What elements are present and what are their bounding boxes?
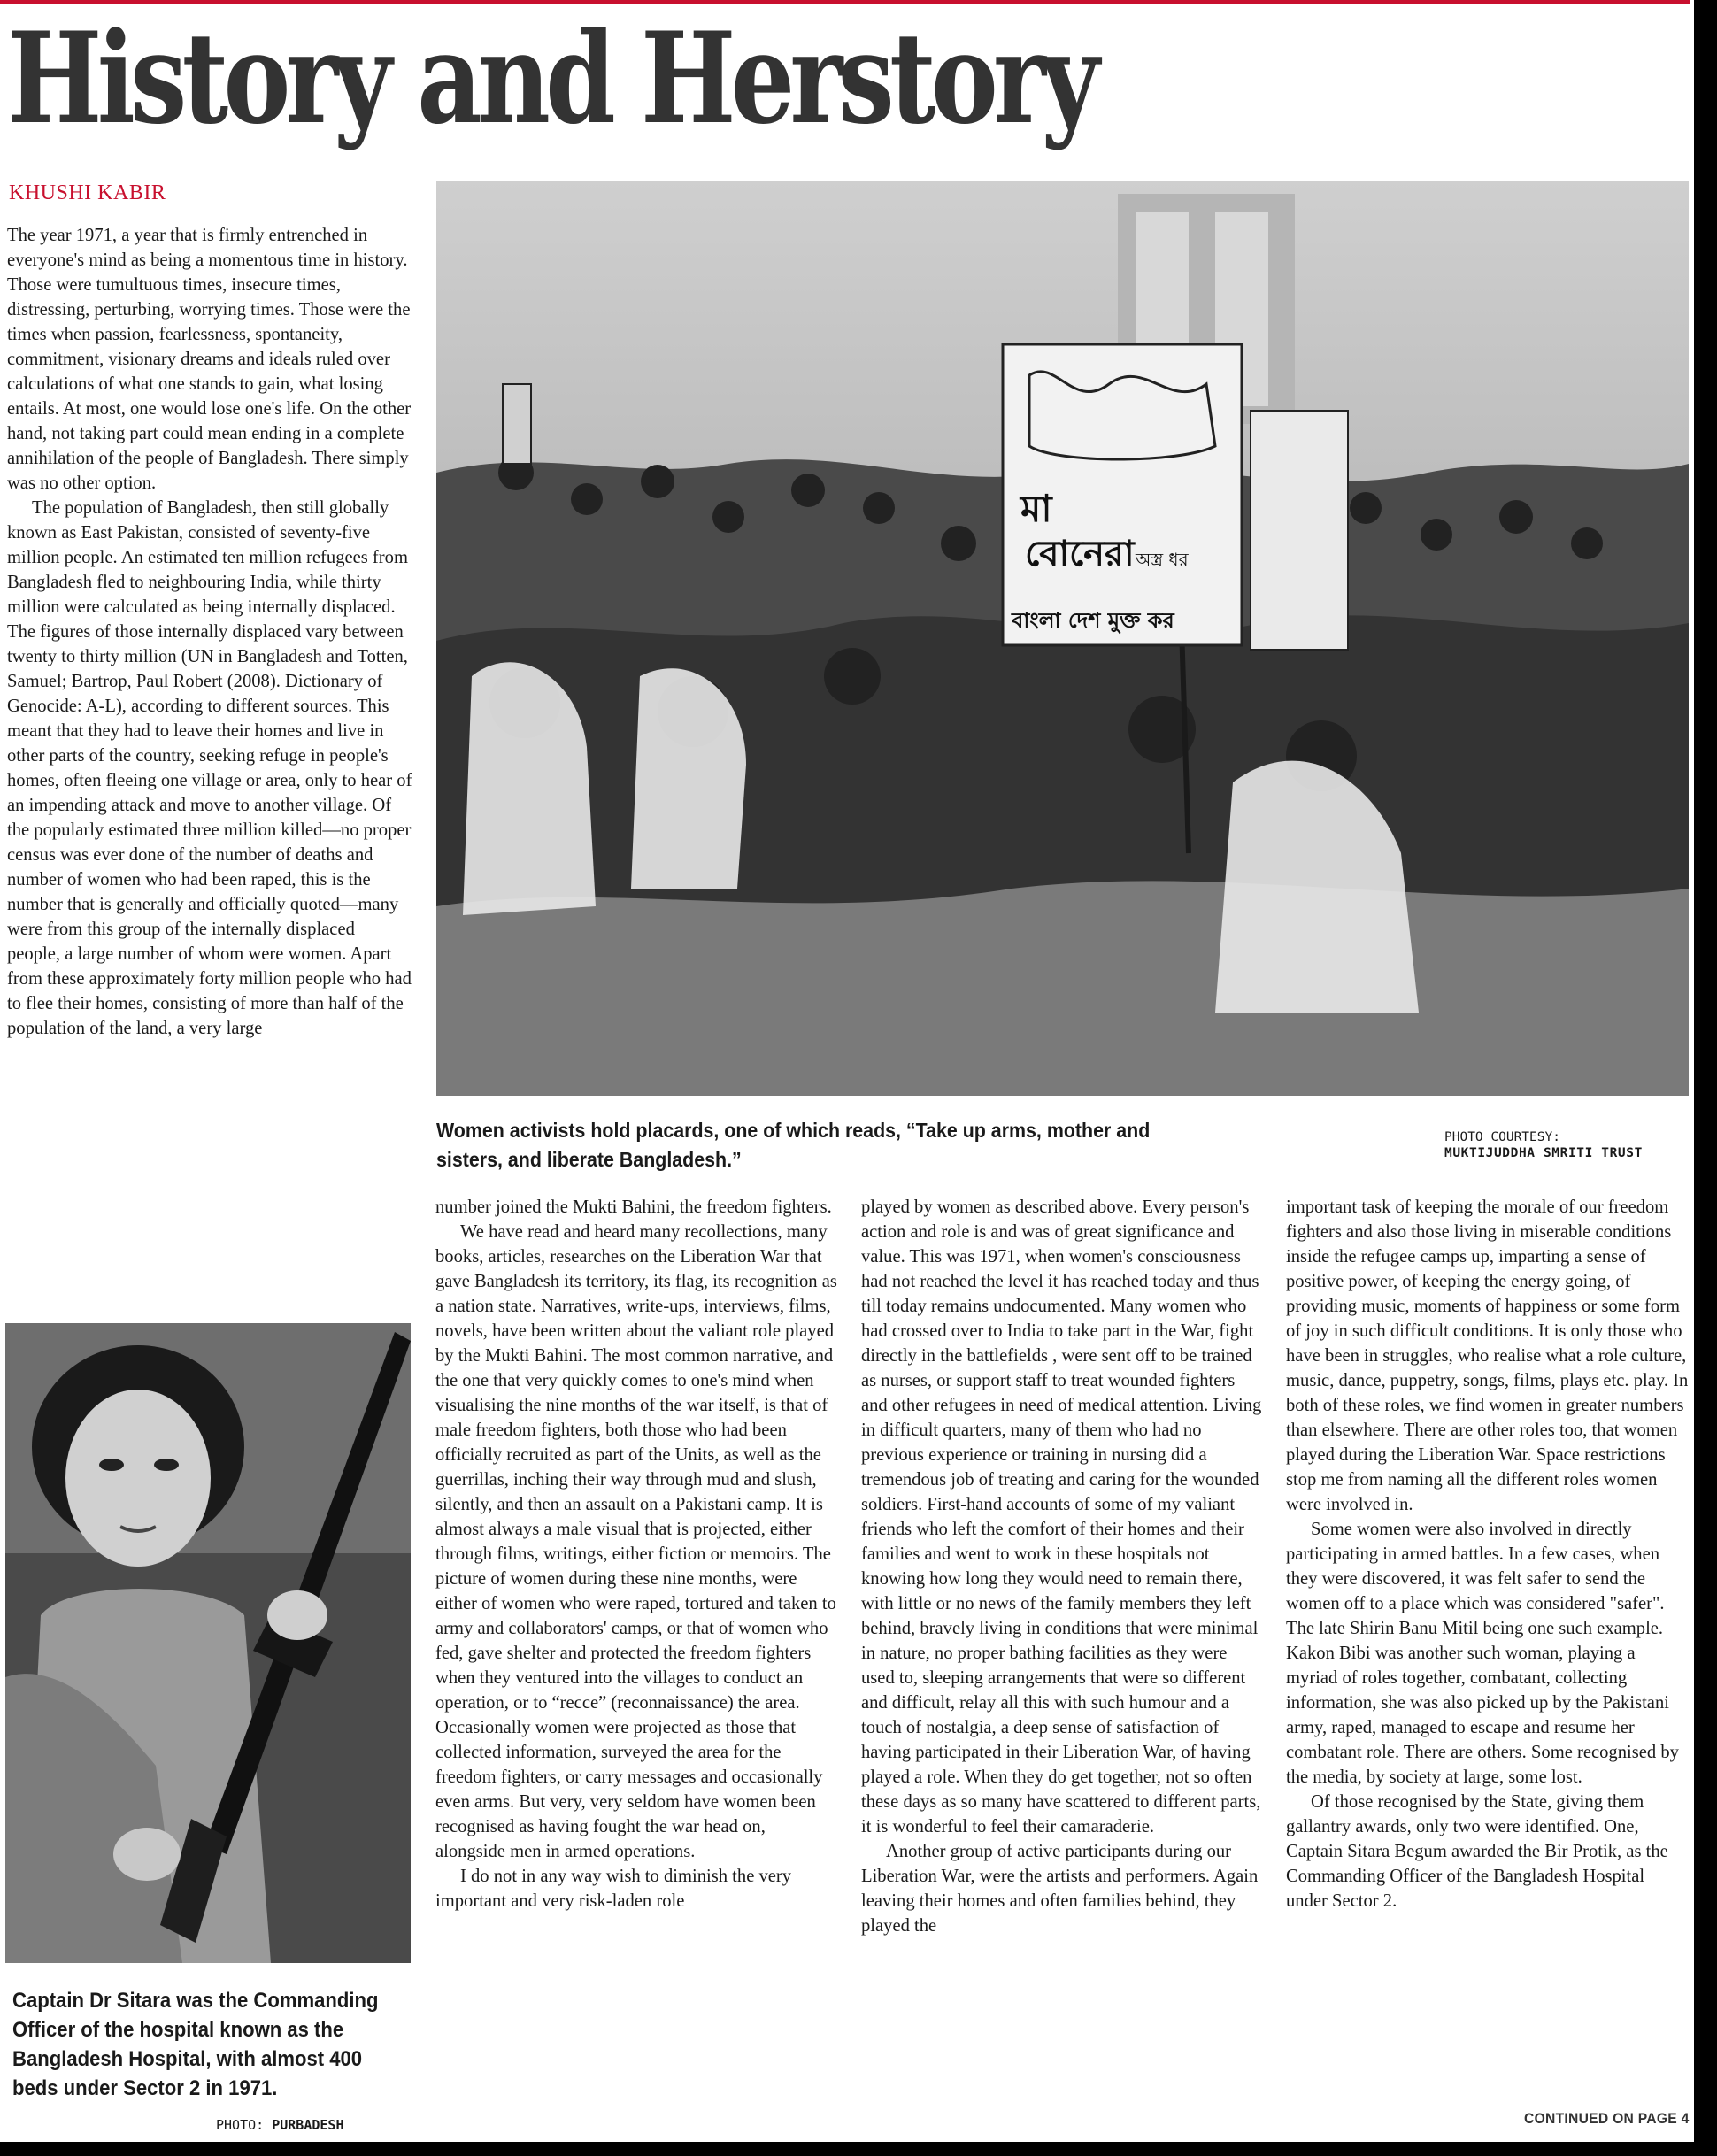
main-photo-caption: Women activists hold placards, one of which reads, “Take up arms, mother and sisters, and liberate Bangladesh.”: [436, 1119, 1151, 1171]
main-photo-women-activists: [436, 181, 1689, 1096]
article-column-2: [435, 1195, 839, 2142]
placard-text-line-3: অস্ত্র ধর: [1136, 549, 1189, 570]
portrait-photo-credit: [216, 2117, 344, 2133]
paragraph: The year 1971, a year that is firmly entrenched in everyone's mind as being a momentous time in history. Those were tumultuous times, insecure times, distressing, perturbing, worrying times. Those were the times when passion, fearlessness, spontaneity, commitment, visionary dreams and ideals ruled over calculations of what one stands to gain, what losing entails. At most, one would lose one's life. On the other hand, not taking part could mean ending in a complete annihilation of the people of Bangladesh. There simply was no other option.: [7, 226, 412, 493]
paragraph: The population of Bangladesh, then still globally known as East Pakistan, consisted of seventy-five million people. An estimated ten million refugees from Bangladesh fled to neighbouring India, while thirty million were calculated as being internally displaced. The figures of those internally displaced vary between twenty to thirty million (UN in Bangladesh and Totten, Samuel; Bartrop, Paul Robert (2008). Dictionary of Genocide: A-L), according to different sources. This meant that they had to leave their homes and live in other parts of the country, seeking refuge in people's homes, often fleeing one village or area, only to hear of an impending attack and move to another village. Of the popularly estimated three million killed—no proper census was ever done of the number of deaths and number of women who had been raped, this is the number that is generally and officially quoted—many were from this group of the internally displaced people, a large number of whom were women. Apart from these approximately forty million people who had to flee their homes, consisting of more than half of the population of the land, a very large: [7, 498, 412, 1038]
right-edge-bar: [1694, 0, 1717, 2156]
bottom-edge-bar: [0, 2142, 1717, 2156]
paragraph: important task of keeping the morale of our freedom fighters and also those living in miserable conditions inside the refugee camps up, imparting a sense of positive power, of keeping the energy going, of providing music, moments of happiness or some form of joy in such difficult conditions. It is only those who have been in struggles, who realise what a role culture, music, dance, puppetry, songs, films, plays etc. play. In both of these roles, we find women in greater numbers than elsewhere. There are other roles too, that women played during the Liberation War. Space restrictions stop me from naming all the different roles women were involved in.: [1286, 1197, 1689, 1514]
page-title: History and Herstory: [7, 5, 1095, 152]
paragraph: Some women were also involved in directly participating in armed battles. In a few cases, when they were discovered, it was felt safer to send the women off to a place which was considered "safer". The late Shirin Banu Mitil being one such example. Kakon Bibi was another such woman, playing a myriad of roles together, combatant, collecting information, she was also picked up by the Pakistani army, raped, managed to escape and resume her combatant role. There are others. Some recognised by the media, by society at large, some lost.: [1286, 1520, 1679, 1787]
placard-text-line-2: বোনেরা: [1025, 534, 1135, 574]
paragraph: We have read and heard many recollections, many books, articles, researches on the Liberation War that gave Bangladesh its territory, its flag, its recognition as a nation state. Narratives, write-ups, interviews, films, novels, have been written about the valiant role played by the Mukti Bahini. The most common narrative, and the one that very quickly comes to one's mind when visualising the nine months of the war itself, is that of male freedom fighters, both those who had been officially recruited as part of the Units, as well as the guerrillas, inching their way through mud and slush, silently, and then an assault on a Pakistani camp. It is almost always a male visual that is projected, either through films, writings, either fiction or memoirs. The picture of women during these nine months, were either of women who were raped, tortured and taken to army and collaborators' camps, or that of women who fed, gave shelter and protected the freedom fighters when they ventured into the villages to conduct an operation, or to “recce” (reconnaissance) the area. Occasionally women were projected as those that collected information, surveyed the area for the freedom fighters, or carry messages and occasionally even arms. But very, very seldom have women been recognised as having fought the war head on, alongside men in armed operations.: [435, 1222, 837, 1861]
paragraph: number joined the Mukti Bahini, the freedom fighters.: [435, 1197, 832, 1217]
paragraph: played by women as described above. Every person's action and role is and was of great significance and value. This was 1971, when women's consciousness had not reached the level it has reached today and thus till today remains undocumented. Many women who had crossed over to India to take part in the War, fight directly in the battlefields , were sent off to be trained as nurses, or support staff to treat wounded fighters and other refugees in need of medical attention. Living in difficult quarters, many of them who had no previous experience or training in nursing did a tremendous job of treating and caring for the wounded soldiers. First-hand accounts of some of my valiant friends who left the comfort of their homes and their families and went to work in these hospitals not knowing how long they would need to remain there, with little or no news of the family members they left behind, bravely living in conditions that were minimal in nature, no proper bathing facilities as they were used to, sleeping arrangements that were so different and difficult, relay all this with such humour and a touch of nostalgia, a deep sense of satisfaction of having participated in their Liberation War, of having played a role. When they do get together, not so often these days as so many have scattered to different parts, it is wonderful to feel their camaraderie.: [861, 1197, 1262, 1836]
article-column-3: [861, 1195, 1265, 2142]
paragraph: Another group of active participants during our Liberation War, were the artists and performers. Again leaving their homes and often families behind, they played the: [861, 1842, 1259, 1936]
top-rule: [0, 0, 1690, 4]
portrait-photo-caption: Captain Dr Sitara was the Commanding Officer of the hospital known as the Bangladesh Hospital, with almost 400 beds under Sector 2 in 1971.: [12, 1989, 379, 2100]
paragraph: I do not in any way wish to diminish the very important and very risk-laden role: [435, 1867, 792, 1911]
main-photo-illustration: [436, 181, 1689, 1096]
credit-label: PHOTO COURTESY:: [1444, 1130, 1560, 1144]
second-placard: [1251, 411, 1348, 650]
portrait-photo-captain-sitara: [5, 1323, 411, 1963]
credit-organization: PURBADESH: [272, 2117, 344, 2133]
continued-on-page-link[interactable]: CONTINUED ON PAGE 4: [1524, 2110, 1690, 2127]
credit-organization: MUKTIJUDDHA SMRITI TRUST: [1444, 1146, 1643, 1160]
placard-text-line-4: বাংলা দেশ মুক্ত কর: [1012, 608, 1174, 633]
placard-text-line-1: মা: [1020, 487, 1052, 530]
main-photo-credit: [1444, 1129, 1692, 1161]
portrait-illustration: [5, 1323, 411, 1963]
credit-label: PHOTO:: [216, 2117, 265, 2133]
article-column-1: [7, 223, 412, 1312]
article-column-4: [1286, 1195, 1690, 2098]
author-byline: KHUSHI KABIR: [9, 181, 166, 204]
paragraph: Of those recognised by the State, giving them gallantry awards, only two were identified. One, Captain Sitara Begum awarded the Bir Protik, as the Commanding Officer of the Bangladesh Hospital under Sector 2.: [1286, 1792, 1668, 1911]
